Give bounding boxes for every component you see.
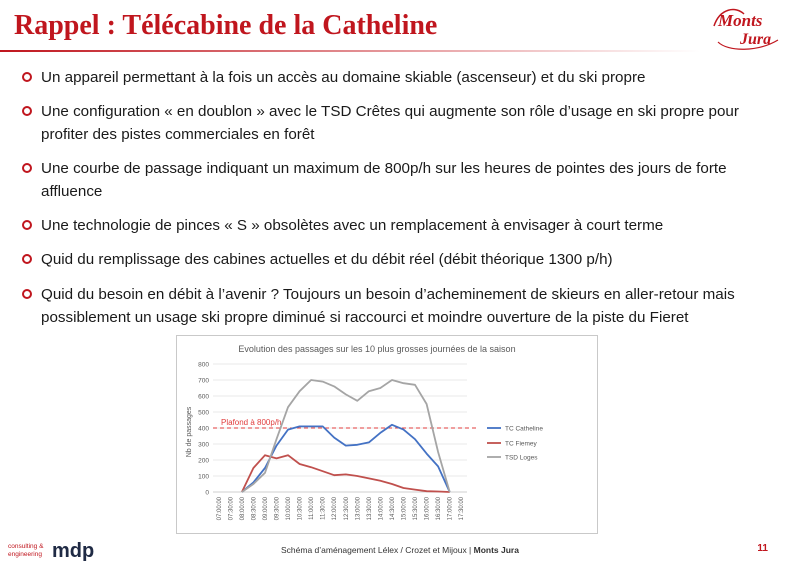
chart-svg <box>177 336 597 533</box>
slide-title: Rappel : Télécabine de la Catheline <box>14 10 438 41</box>
bullet-text: Une technologie de pinces « S » obsolètes avec un remplacement à envisager à court terme <box>41 217 664 234</box>
bullet-icon <box>22 254 32 264</box>
chart-x-tick-label: 15:00:00 <box>401 497 408 521</box>
chart-x-tick-label: 07:30:00 <box>228 497 235 521</box>
chart-x-tick-label: 12:30:00 <box>343 497 350 521</box>
logo-sub-2: engineering <box>8 551 42 558</box>
chart-x-tick-label: 14:30:00 <box>389 497 396 521</box>
chart-y-tick-label: 800 <box>198 361 209 369</box>
chart-y-tick-label: 200 <box>198 457 209 465</box>
chart-y-tick-label: 300 <box>198 441 209 449</box>
chart-title: Evolution des passages sur les 10 plus grosses journées de la saison <box>238 344 516 354</box>
bullet-text: Quid du remplissage des cabines actuelles et du débit réel (débit théorique 1300 p/h) <box>41 251 613 268</box>
bullet-icon <box>22 220 32 230</box>
chart-y-axis-label: Nb de passages <box>186 406 193 458</box>
chart-x-tick-label: 16:00:00 <box>424 497 431 521</box>
logo-text-monts: Monts <box>718 11 763 30</box>
chart-x-tick-label: 15:30:00 <box>413 497 420 521</box>
chart-x-tick-label: 08:30:00 <box>251 497 258 521</box>
bullet-item <box>22 157 782 203</box>
chart-y-tick-label: 100 <box>198 473 209 481</box>
legend-label: TC Fiemey <box>505 440 537 448</box>
legend-label: TC Catheline <box>505 425 543 433</box>
bullet-icon <box>22 106 32 116</box>
chart-y-tick-label: 400 <box>198 425 209 433</box>
chart-x-tick-label: 07:00:00 <box>216 497 223 521</box>
bullet-icon <box>22 163 32 173</box>
chart-y-tick-label: 600 <box>198 393 209 401</box>
chart-y-tick-label: 0 <box>205 489 209 497</box>
chart-y-tick-label: 700 <box>198 377 209 385</box>
bullet-item <box>22 66 782 89</box>
chart-x-tick-label: 11:00:00 <box>309 497 316 520</box>
chart-x-tick-label: 14:00:00 <box>378 497 385 521</box>
legend-label: TSD Loges <box>505 454 538 462</box>
logo-sub-1: consulting & <box>8 543 44 550</box>
logo-mdp-text: mdp <box>52 540 95 561</box>
bullet-text: Une courbe de passage indiquant un maximum de 800p/h sur les heures de pointes des jours de forte affluence <box>41 160 727 200</box>
bullet-icon <box>22 72 32 82</box>
chart-x-tick-label: 09:30:00 <box>274 497 281 521</box>
passages-chart <box>176 335 598 534</box>
chart-x-tick-label: 17:00:00 <box>447 497 454 521</box>
bullet-text: Un appareil permettant à la fois un accès au domaine skiable (ascenseur) et du ski propre <box>41 69 646 86</box>
chart-x-tick-label: 10:00:00 <box>286 497 293 521</box>
chart-x-tick-label: 09:00:00 <box>262 497 269 521</box>
reference-line-label: Plafond à 800p/h <box>221 418 282 427</box>
bullet-item <box>22 100 782 146</box>
logo-text-jura: Jura <box>740 31 772 48</box>
chart-x-tick-label: 16:30:00 <box>436 497 443 521</box>
footer-caption <box>0 545 800 555</box>
bullet-text: Quid du besoin en débit à l’avenir ? Toujours un besoin d’acheminement de skieurs en aller-retour mais possiblement un usage ski propre diminué si raccourci et moindre ouverture de la piste du Fieret <box>41 286 735 326</box>
series-line-1 <box>242 455 450 492</box>
page-number: 11 <box>757 543 768 554</box>
chart-reference-line <box>213 418 479 428</box>
chart-x-tick-label: 17:30:00 <box>459 497 466 521</box>
chart-x-tick-label: 13:30:00 <box>366 497 373 521</box>
chart-series <box>242 380 450 492</box>
bullet-item <box>22 214 782 237</box>
chart-x-tick-label: 13:00:00 <box>355 497 362 521</box>
chart-x-tick-label: 12:00:00 <box>332 497 339 521</box>
chart-x-tick-label: 10:30:00 <box>297 497 304 521</box>
chart-x-tick-label: 11:30:00 <box>320 497 327 520</box>
chart-y-tick-label: 500 <box>198 409 209 417</box>
bullet-icon <box>22 289 32 299</box>
chart-x-tick-label: 08:00:00 <box>239 497 246 521</box>
bullet-item <box>22 283 782 329</box>
footer-bold-text: Monts Jura <box>473 545 519 555</box>
footer-main-text: Schéma d’aménagement Lélex / Crozet et Mijoux | <box>281 545 474 555</box>
chart-legend <box>487 426 543 462</box>
chart-x-ticks <box>217 496 465 520</box>
chart-y-ticks <box>198 362 209 497</box>
bullet-item <box>22 248 782 271</box>
bullet-text: Une configuration « en doublon » avec le TSD Crêtes qui augmente son rôle d’usage en ski propre pour profiter des pistes commerciales en forêt <box>41 103 739 143</box>
series-line-0 <box>242 425 450 492</box>
